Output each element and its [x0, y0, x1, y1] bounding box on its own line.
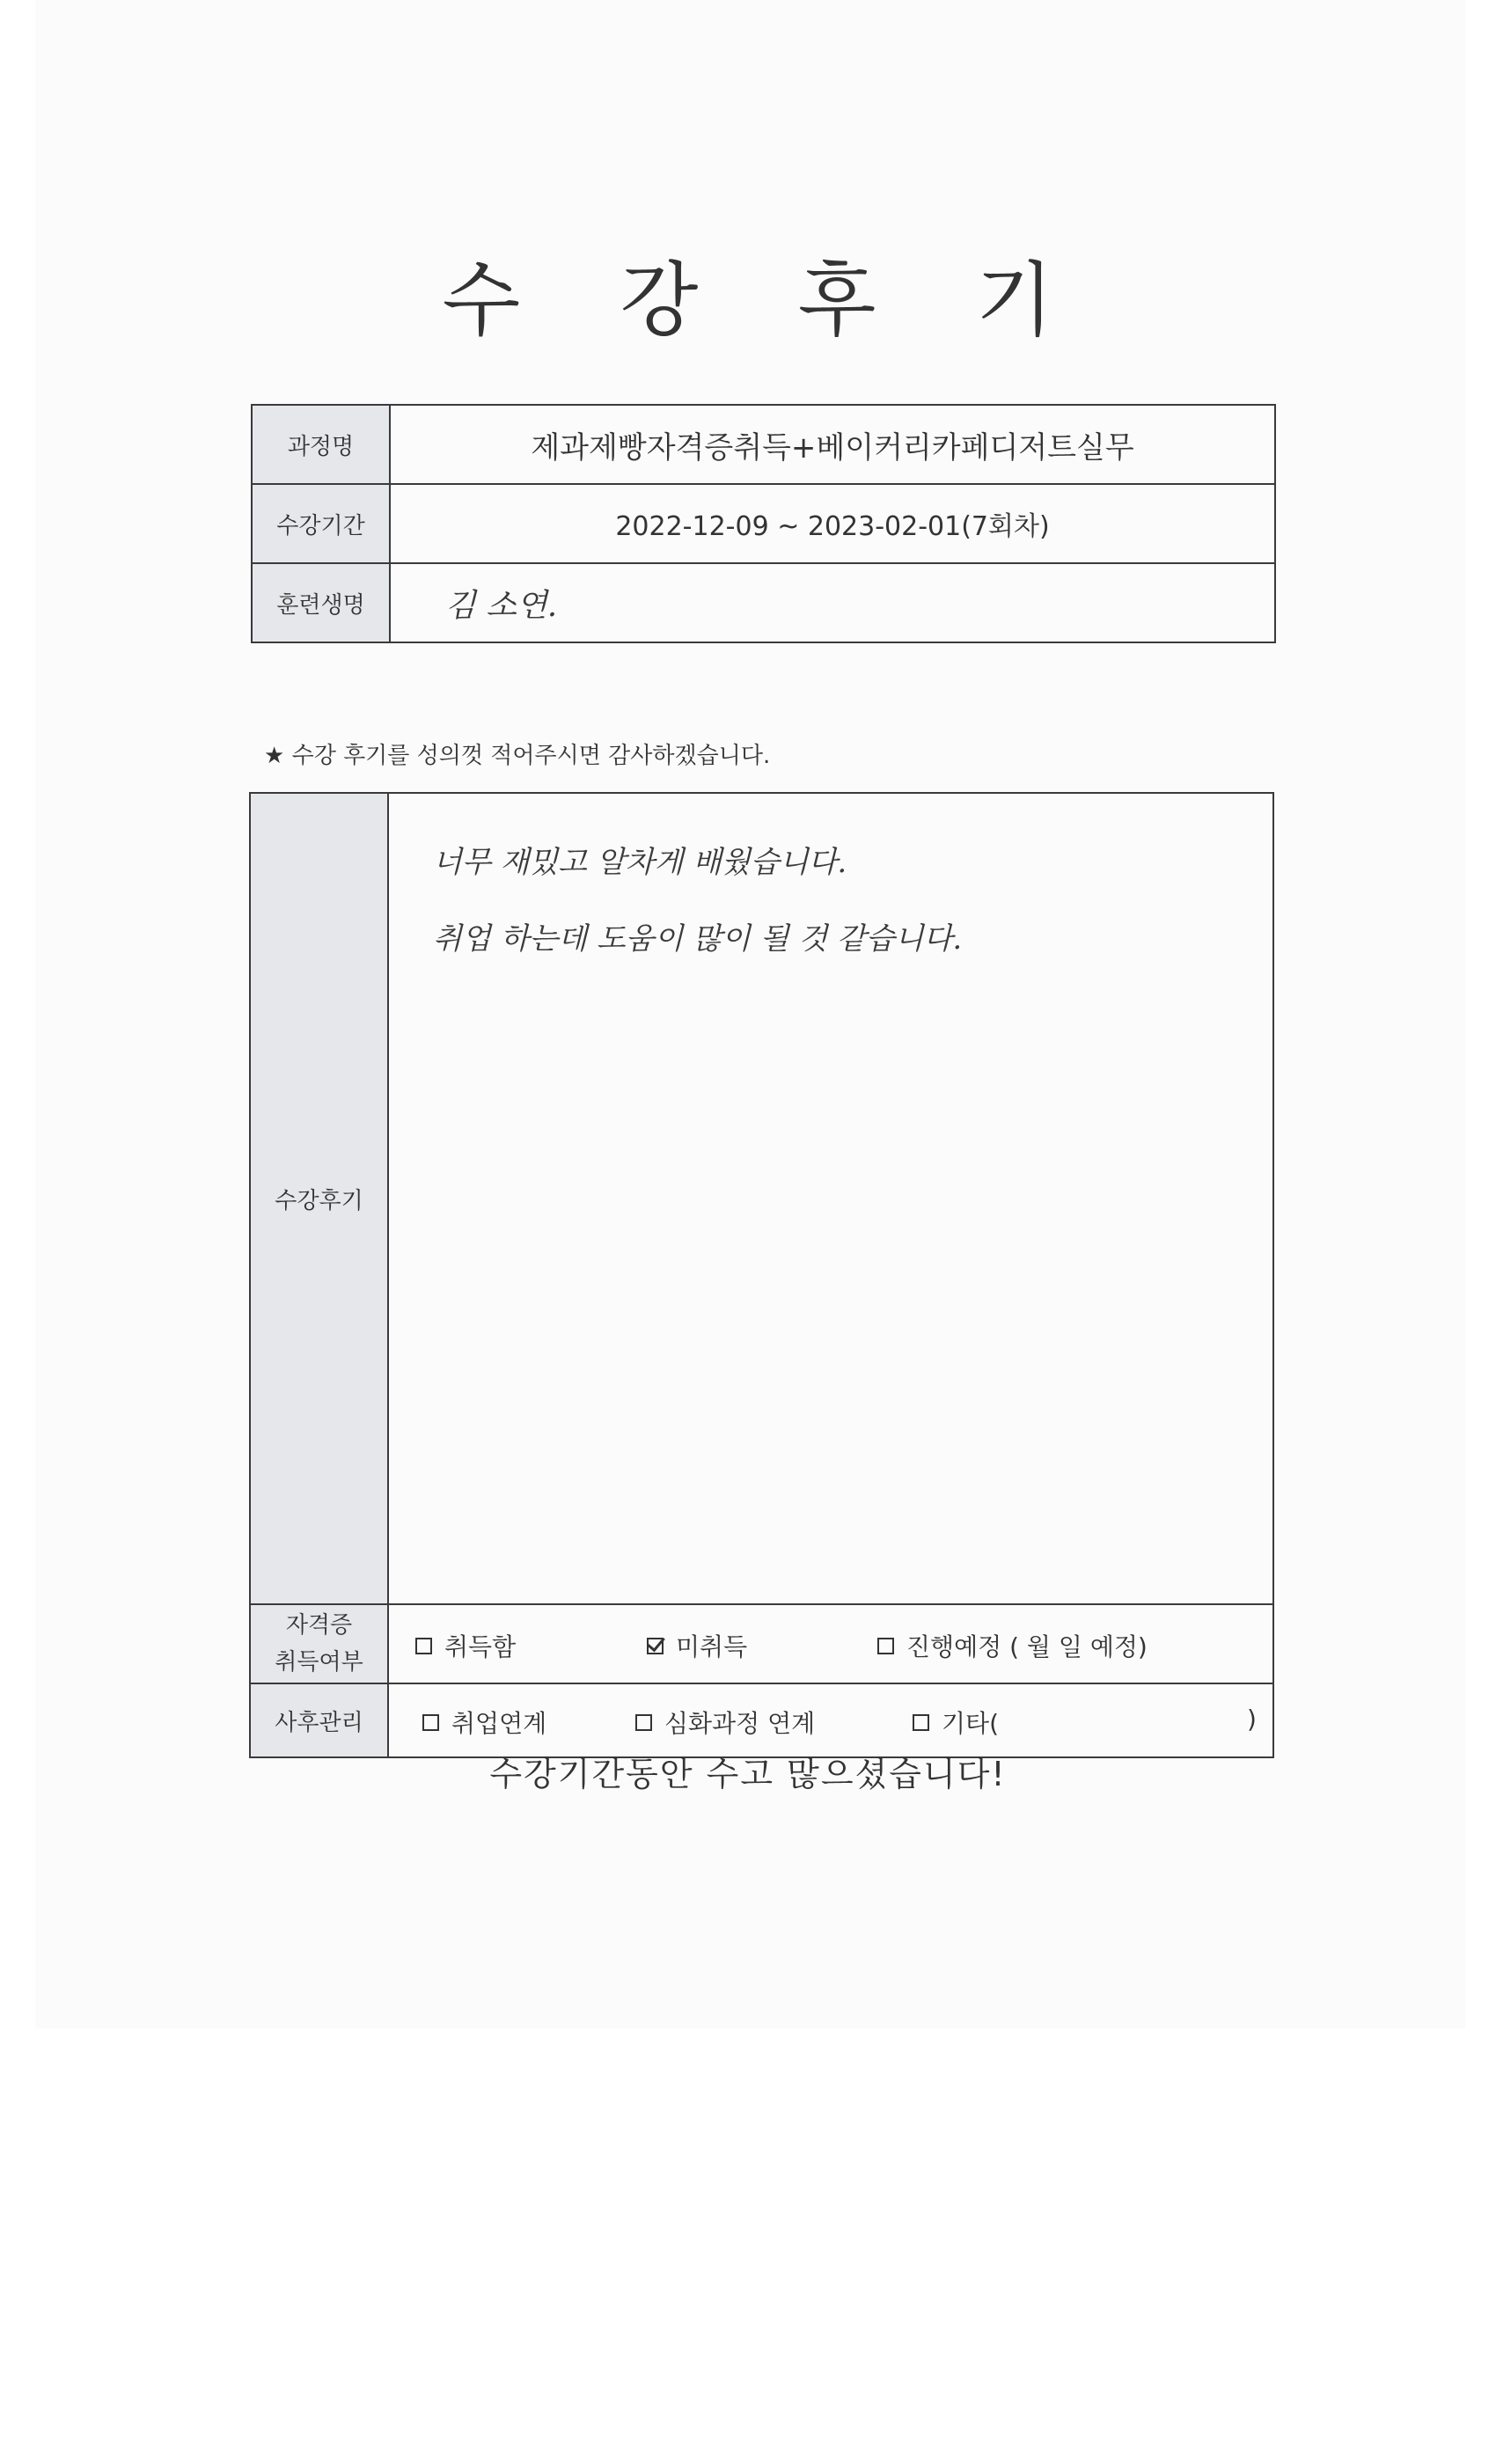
option-advanced-course-label: 심화과정 연계	[664, 1709, 816, 1738]
checkbox-advanced-course[interactable]	[635, 1714, 652, 1731]
certificate-label-line2: 취득여부	[275, 1649, 363, 1676]
period-label: 수강기간	[252, 484, 390, 563]
option-advanced-course[interactable]	[635, 1705, 815, 1740]
trainee-name-handwriting: 김 소연.	[445, 587, 558, 624]
course-label: 과정명	[252, 405, 390, 484]
option-not-acquired-label: 미취득	[676, 1632, 748, 1661]
option-other-label: 기타(	[942, 1709, 1000, 1738]
review-line-1: 너무 재밌고 알차게 배웠습니다.	[433, 845, 847, 880]
option-acquired[interactable]	[415, 1628, 516, 1663]
option-job-link-label: 취업연계	[451, 1709, 547, 1738]
checkbox-scheduled[interactable]	[877, 1638, 894, 1654]
option-other[interactable]	[913, 1705, 999, 1740]
certificate-label	[250, 1604, 388, 1683]
option-acquired-label: 취득함	[444, 1632, 517, 1661]
course-info-table	[251, 404, 1276, 643]
option-not-acquired[interactable]	[647, 1628, 747, 1663]
page-title: 수 강 후 기	[442, 253, 1091, 348]
instruction-note: ★ 수강 후기를 성의껏 적어주시면 감사하겠습니다.	[264, 743, 771, 769]
review-table	[249, 792, 1274, 1758]
certificate-label-line1: 자격증	[285, 1612, 353, 1639]
course-value: 제과제빵자격증취득+베이커리카페디저트실무	[390, 405, 1275, 484]
review-content	[388, 793, 1273, 1604]
checkbox-job-link[interactable]	[422, 1714, 439, 1731]
review-label: 수강후기	[250, 793, 388, 1604]
option-scheduled-label: 진행예정 ( 월 일 예정)	[906, 1632, 1148, 1661]
aftercare-label: 사후관리	[250, 1683, 388, 1757]
period-value: 2022-12-09 ~ 2023-02-01(7회차)	[390, 484, 1275, 563]
trainee-name-cell	[390, 563, 1275, 642]
checkbox-acquired[interactable]	[415, 1638, 432, 1654]
other-close-paren: )	[1247, 1705, 1257, 1734]
option-job-link[interactable]	[422, 1705, 546, 1740]
review-line-2: 취업 하는데 도움이 많이 될 것 같습니다.	[433, 921, 963, 957]
option-scheduled[interactable]	[877, 1628, 1148, 1663]
checkbox-not-acquired[interactable]	[647, 1638, 664, 1654]
certificate-options	[388, 1604, 1273, 1683]
closing-message: 수강기간동안 수고 많으셨습니다!	[489, 1755, 1007, 1793]
trainee-name-label: 훈련생명	[252, 563, 390, 642]
checkbox-other[interactable]	[913, 1714, 929, 1731]
